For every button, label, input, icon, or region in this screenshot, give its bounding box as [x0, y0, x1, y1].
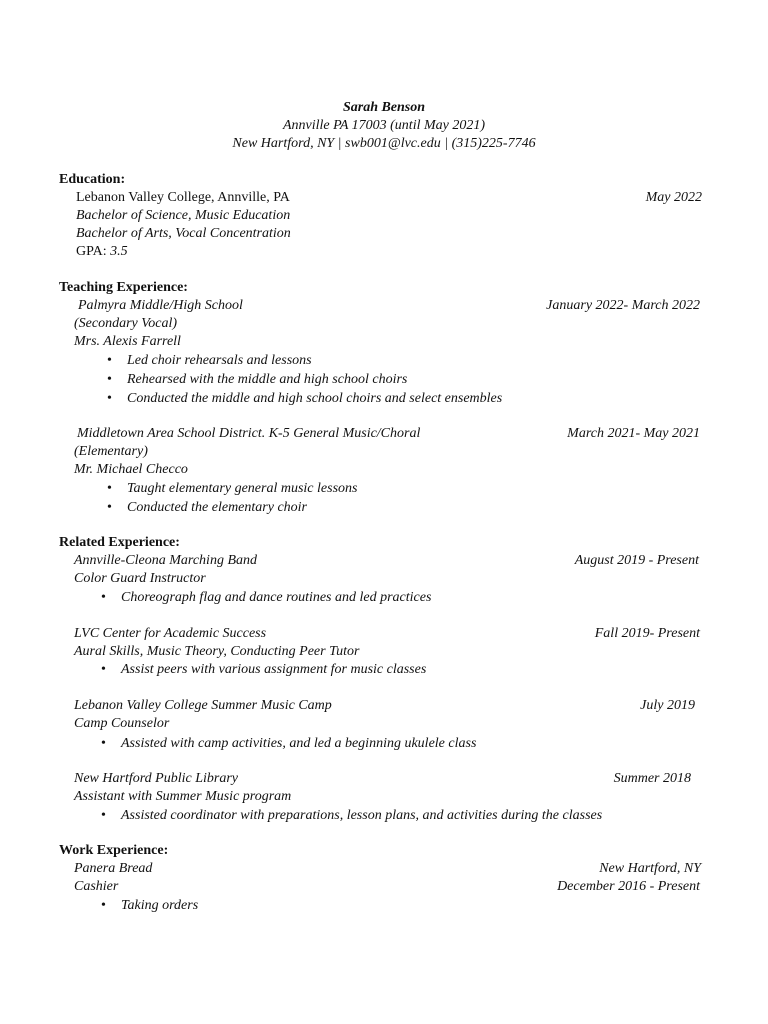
- gpa-label: GPA:: [76, 244, 107, 259]
- related-job-1-role: Color Guard Instructor: [74, 571, 206, 586]
- teaching-job-2-bullet-2: • Conducted the elementary choir: [127, 499, 307, 517]
- teaching-job-2-mentor: Mr. Michael Checco: [74, 462, 188, 477]
- related-job-2-org: LVC Center for Academic Success: [74, 626, 267, 641]
- related-job-4-date: Summer 2018: [613, 771, 691, 786]
- teaching-job-2-level: (Elementary): [74, 444, 148, 459]
- related-job-1-org: Annville-Cleona Marching Band: [74, 553, 257, 568]
- related-job-1-bullet-1: • Choreograph flag and dance routines and led practices: [121, 589, 431, 607]
- teaching-job-1-bullet-1: • Led choir rehearsals and lessons: [127, 352, 312, 370]
- related-job-3-date: July 2019: [640, 698, 695, 713]
- related-job-2-role: Aural Skills, Music Theory, Conducting Peer Tutor: [74, 644, 360, 659]
- related-job-4-org: New Hartford Public Library: [74, 771, 238, 786]
- education-degree-1: Bachelor of Science, Music Education: [76, 208, 291, 223]
- related-job-2-bullet-1: • Assist peers with various assignment for music classes: [121, 661, 426, 679]
- work-job-1-location: New Hartford, NY: [599, 861, 701, 876]
- teaching-job-1-level: (Secondary Vocal): [74, 316, 178, 331]
- related-job-4-bullet-1: • Assisted coordinator with preparations, lesson plans, and activities during the classes: [121, 807, 602, 825]
- teaching-job-1-bullet-2: • Rehearsed with the middle and high school choirs: [127, 371, 407, 389]
- education-date: May 2022: [645, 190, 702, 205]
- education-heading: Education:: [59, 172, 126, 187]
- teaching-job-1-date: January 2022- March 2022: [546, 298, 700, 313]
- related-job-1-date: August 2019 - Present: [574, 553, 699, 568]
- education-gpa: [76, 243, 128, 261]
- work-heading: Work Experience:: [59, 843, 169, 858]
- address-line-1: Annville PA 17003 (until May 2021): [282, 118, 486, 133]
- work-job-1-role: Cashier: [74, 879, 119, 894]
- gpa-value: 3.5: [110, 244, 128, 259]
- teaching-job-2-bullet-1: • Taught elementary general music lessons: [127, 480, 357, 498]
- resume-name: Sarah Benson: [342, 100, 426, 115]
- teaching-job-2-date: March 2021- May 2021: [567, 426, 700, 441]
- related-job-4-role: Assistant with Summer Music program: [74, 789, 292, 804]
- education-degree-2: Bachelor of Arts, Vocal Concentration: [76, 226, 291, 241]
- teaching-job-1-mentor: Mrs. Alexis Farrell: [74, 334, 181, 349]
- education-school: Lebanon Valley College, Annville, PA: [76, 190, 290, 205]
- related-job-3-bullet-1: • Assisted with camp activities, and led a beginning ukulele class: [121, 735, 476, 753]
- teaching-job-1-bullet-3: • Conducted the middle and high school choirs and select ensembles: [127, 390, 502, 408]
- teaching-job-1-org: Palmyra Middle/High School: [78, 298, 243, 313]
- related-job-3-role: Camp Counselor: [74, 716, 170, 731]
- teaching-job-2-org: Middletown Area School District. K-5 General Music/Choral: [77, 426, 421, 441]
- work-job-1-bullet-1: • Taking orders: [121, 897, 198, 915]
- teaching-heading: Teaching Experience:: [59, 280, 188, 295]
- work-job-1-org: Panera Bread: [74, 861, 153, 876]
- related-job-3-org: Lebanon Valley College Summer Music Camp: [74, 698, 332, 713]
- work-job-1-date: December 2016 - Present: [557, 879, 700, 894]
- related-job-2-date: Fall 2019- Present: [594, 626, 700, 641]
- related-heading: Related Experience:: [59, 535, 180, 550]
- address-line-2: New Hartford, NY | swb001@lvc.edu | (315)225-7746: [232, 136, 536, 151]
